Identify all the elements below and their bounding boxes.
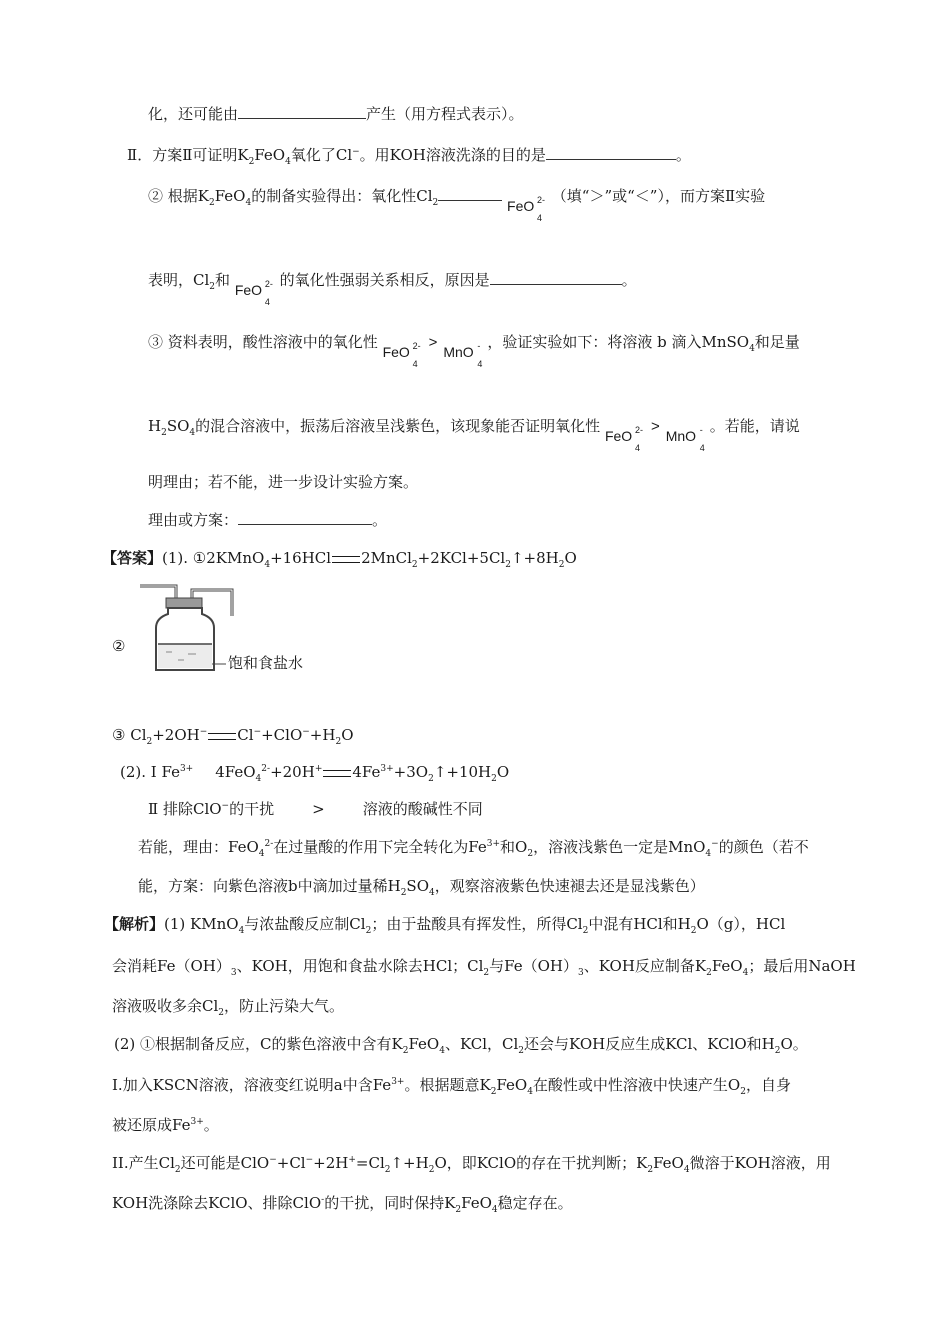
analysis-line-3: 溶液吸收多余$Cl_2$，防止污染大气。 — [112, 997, 345, 1018]
question-line-3: ② 根据$K_2FeO_4$的制备实验得出：氧化性$Cl_2$ FeO 2- 4 （填“＞”或“＜”），而方案Ⅱ实验 — [148, 176, 765, 223]
analysis-line-1: 【解析】(1) KMnO$_4$与浓盐酸反应制$Cl_2$；由于盐酸具有挥发性，所得$Cl_2$中混有HCl和$H_2O(g)$，HCl — [104, 915, 786, 936]
ferrate-formula: FeO 2- 4 — [382, 341, 421, 369]
analysis-line-5: I.加入KSCN溶液，溶液变红说明a中含$Fe^{3+}$。根据题意$K_2FeO_4$在酸性或中性溶液中快速产生$O_2$，自身 — [112, 1076, 791, 1097]
answer-line-4: (2). Ⅰ $Fe^{3+}$ 4FeO$_4^{2-}$+20H+ $4Fe^{3+}+3O_2↑+10H_2O$ — [120, 763, 510, 784]
analysis-line-7: II.产生$Cl_2$还可能是$ClO^-+Cl^-+2H^+=Cl_2↑+H_2O$，即KClO的存在干扰判断；$K_2FeO_4$微溶于KOH溶液，用 — [112, 1154, 831, 1175]
question-line-7: 明理由；若不能，进一步设计实验方案。 — [148, 473, 419, 491]
equals-sign — [323, 770, 351, 777]
analysis-line-4: (2) ①根据制备反应，C的紫色溶液中含有$K_2FeO_4$、KCl，$Cl_2$还会与KOH反应生成KCl、KClO和$H_2O$。 — [114, 1035, 808, 1056]
answer-line-7: 能，方案：向紫色溶液b中滴加过量稀$H_2SO_4$，观察溶液紫色快速褪去还是显浅紫色） — [138, 877, 705, 898]
analysis-line-6: 被还原成$Fe^{3+}$。 — [112, 1116, 219, 1134]
answer-blank — [546, 145, 676, 160]
equals-sign — [208, 733, 236, 740]
flask-label: 饱和食盐水 — [228, 654, 304, 672]
answer-blank — [490, 270, 622, 285]
ferrate-formula: FeO 2- 4 — [507, 195, 546, 223]
question-line-8: 理由或方案： 。 — [148, 511, 388, 529]
ferrate-formula: FeO 2- 4 — [234, 279, 273, 307]
answer-line-3: ③ $Cl_2+2OH^-$ $Cl^-+ClO^-+H_2O$ — [112, 726, 354, 747]
permanganate-formula: MnO - 4 — [443, 341, 483, 369]
analysis-line-8: KOH洗涤除去KClO、排除ClO-的干扰，同时保持$K_2FeO_4$稳定存在。 — [112, 1194, 573, 1215]
permanganate-formula: MnO - 4 — [665, 425, 705, 453]
question-line-4: 表明，$Cl_2$和 FeO 2- 4 的氧化性强弱关系相反，原因是 。 — [148, 260, 637, 307]
answer-blank — [438, 186, 502, 201]
answer-line-6: 若能，理由：FeO$_4^{2-}$在过量酸的作用下完全转化为$Fe^{3+}$和$O_2$，溶液浅紫色一定是MnO$_4$−的颜色（若不 — [138, 838, 809, 859]
answer-blank — [238, 510, 372, 525]
ferrate-formula: FeO 2- 4 — [604, 425, 643, 453]
question-line-6: $H_2SO_4$的混合溶液中，振荡后溶液呈浅紫色，该现象能否证明氧化性 FeO 2- 4 > MnO - 4 。若能，请说 — [148, 406, 800, 453]
question-line-1: 化，还可能由 产生（用方程式表示）。 — [148, 105, 524, 123]
answer-line-2-marker: ② — [112, 637, 126, 655]
question-line-5: ③ 资料表明，酸性溶液中的氧化性 FeO 2- 4 > MnO - 4 ，验证实验如下：将溶液 b 滴入MnSO$_4$和足量 — [148, 322, 800, 369]
question-line-2: Ⅱ．方案Ⅱ可证明$K_2FeO_4$氧化了Cl−。用KOH溶液洗涤的目的是 。 — [127, 146, 691, 167]
equals-sign — [332, 556, 360, 563]
answer-line-5: Ⅱ 排除ClO−的干扰 > 溶液的酸碱性不同 — [148, 800, 483, 818]
answer-line-1: 【答案】(1). ①2KMnO$_4$+16HCl $2MnCl_2+2KCl+5Cl_2↑+8H_2O$ — [102, 549, 577, 570]
answer-blank — [238, 104, 366, 119]
analysis-line-2: 会消耗$Fe(OH)_3$、KOH，用饱和食盐水除去HCl；$Cl_2$与$Fe(OH)_3$、KOH反应制备$K_2FeO_4$；最后用NaOH — [112, 957, 856, 978]
